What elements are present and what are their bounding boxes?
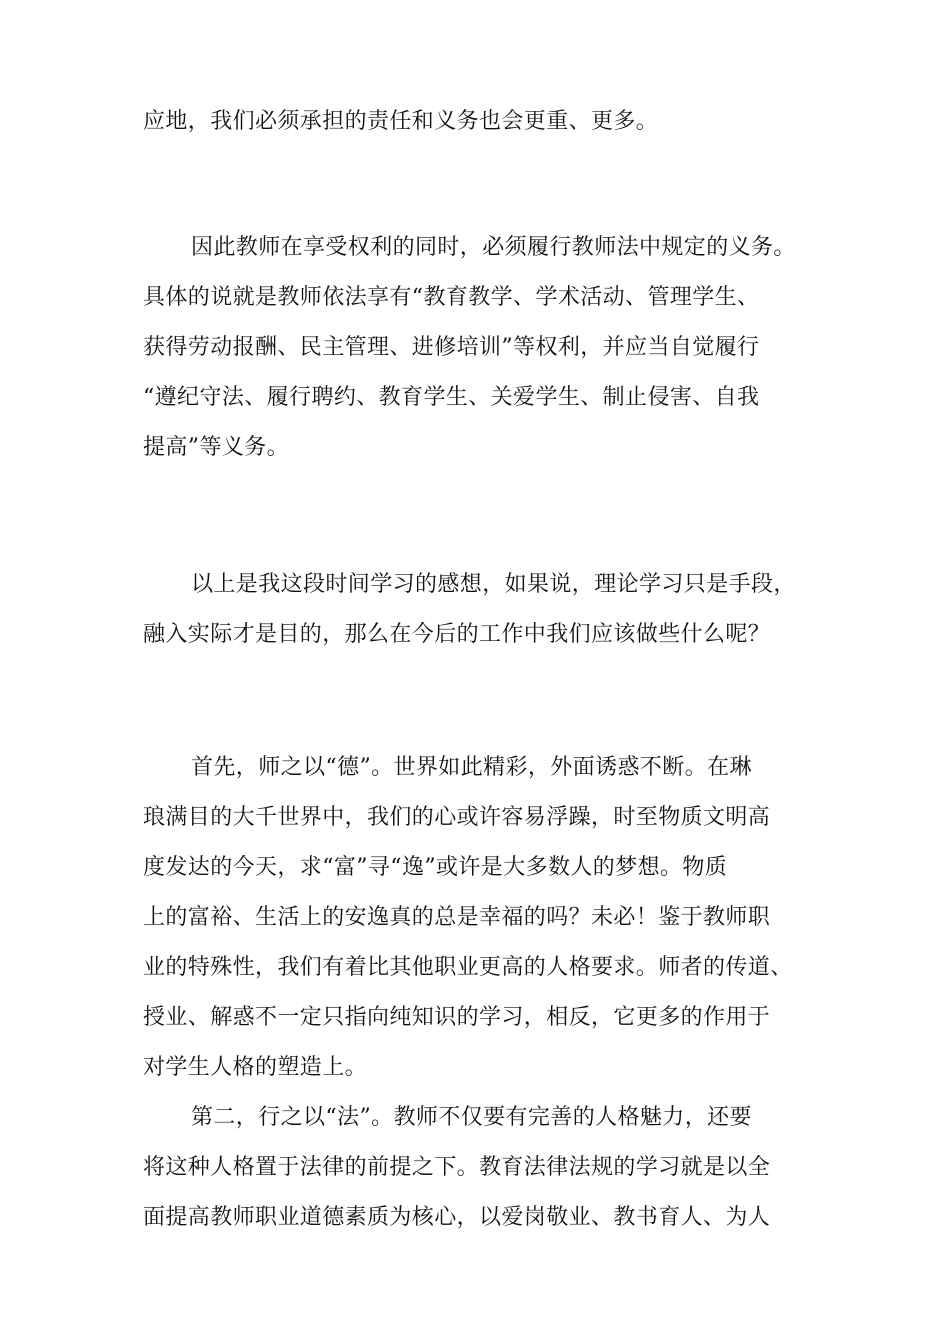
text-line: 融入实际才是目的，那么在今后的工作中我们应该做些什么呢？: [143, 622, 771, 647]
text-line: “遵纪守法、履行聘约、教育学生、关爱学生、制止侵害、自我: [143, 385, 760, 410]
text-line: 第二，行之以“法”。教师不仅要有完善的人格魅力，还要: [191, 1105, 752, 1130]
text-line: 以上是我这段时间学习的感想，如果说，理论学习只是手段，: [191, 572, 796, 597]
text-line: 应地，我们必须承担的责任和义务也会更重、更多。: [143, 109, 659, 134]
text-line: 上的富裕、生活上的安逸真的总是幸福的吗？未必！鉴于教师职: [143, 905, 771, 930]
text-line: 获得劳动报酬、民主管理、进修培训”等权利，并应当自觉履行: [143, 335, 760, 360]
text-line: 具体的说就是教师依法享有“教育教学、学术活动、管理学生、: [143, 285, 760, 310]
text-line: 因此教师在享受权利的同时，必须履行教师法中规定的义务。: [191, 235, 796, 260]
text-line: 将这种人格置于法律的前提之下。教育法律法规的学习就是以全: [143, 1155, 771, 1180]
text-line: 提高”等义务。: [143, 435, 290, 460]
text-line: 度发达的今天，求“富”寻“逸”或许是大多数人的梦想。物质: [143, 855, 728, 880]
text-line: 授业、解惑不一定只指向纯知识的学习，相反，它更多的作用于: [143, 1005, 771, 1030]
text-line: 首先，师之以“德”。世界如此精彩，外面诱惑不断。在琳: [191, 755, 752, 780]
text-line: 对学生人格的塑造上。: [143, 1055, 368, 1080]
text-line: 琅满目的大千世界中，我们的心或许容易浮躁，时至物质文明高: [143, 805, 771, 830]
text-line: 业的特殊性，我们有着比其他职业更高的人格要求。师者的传道、: [143, 955, 793, 980]
text-line: 面提高教师职业道德素质为核心，以爱岗敬业、教书育人、为人: [143, 1205, 771, 1230]
